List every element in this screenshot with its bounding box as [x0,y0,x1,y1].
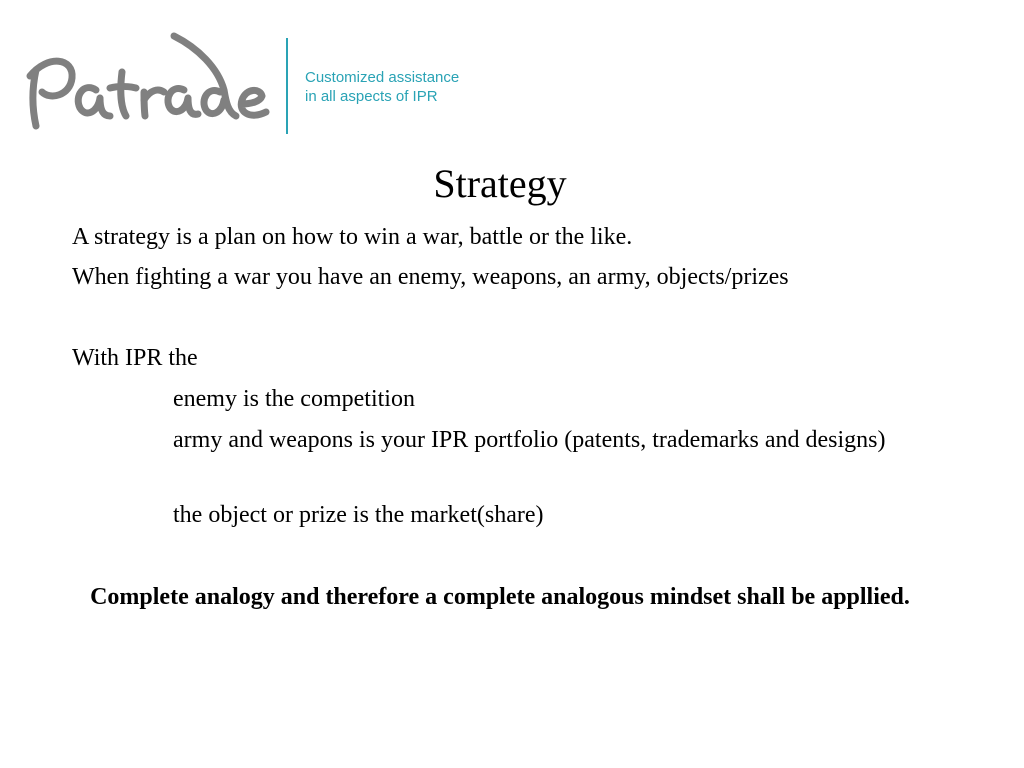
list-item-enemy: enemy is the competition [173,386,415,412]
conclusion-statement: Complete analogy and therefore a complete analogous mindset shall be appllied. [90,584,910,610]
tagline-line-1: Customized assistance [305,69,460,86]
logo-tagline [305,68,459,106]
patrade-logo [22,28,274,138]
slide-title: Strategy [433,161,567,206]
logo-divider [286,38,288,134]
body-line-with-ipr: With IPR the [72,345,198,371]
body-line-definition: A strategy is a plan on how to win a war, battle or the like. [72,224,633,250]
body-line-war-elements: When fighting a war you have an enemy, weapons, an army, objects/prizes [72,264,789,290]
list-item-army-weapons: army and weapons is your IPR portfolio (patents, trademarks and designs) [173,427,886,453]
tagline-line-2: in all aspects of IPR [305,88,438,105]
list-item-object-prize: the object or prize is the market(share) [173,502,544,528]
patrade-signature-icon [22,28,274,138]
